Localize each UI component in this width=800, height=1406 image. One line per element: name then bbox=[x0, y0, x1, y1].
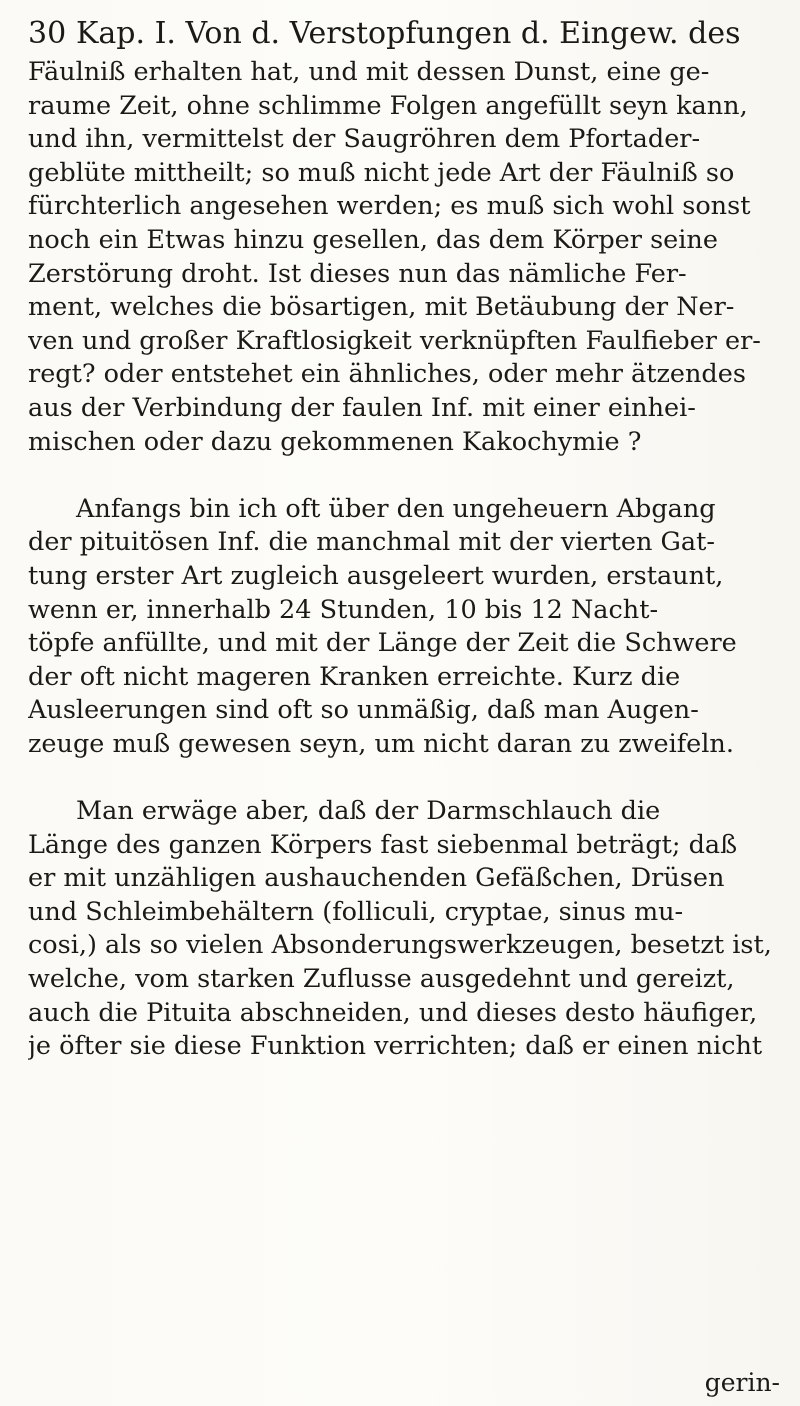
text-line: er mit unzähligen aushauchenden Gefäßchen, Drüsen bbox=[28, 863, 725, 894]
text-line: der pituitösen Inf. die manchmal mit der vierten Gat- bbox=[28, 527, 715, 558]
page-header bbox=[28, 12, 788, 56]
text-line: Anfangs bin ich oft über den ungeheuern Abgang bbox=[76, 493, 716, 524]
text-line: mischen oder dazu gekommenen Kakochymie ? bbox=[28, 426, 642, 457]
text-line: welche, vom starken Zuflusse ausgedehnt und gereizt, bbox=[28, 964, 735, 995]
text-line: tung erster Art zugleich ausgeleert wurden, erstaunt, bbox=[28, 560, 724, 591]
running-title: Kap. I. Von d. Verstopfungen d. Eingew. des bbox=[76, 16, 741, 51]
text-line: Länge des ganzen Körpers fast siebenmal beträgt; daß bbox=[28, 829, 738, 860]
text-line: Zerstörung droht. Ist dieses nun das nämliche Fer- bbox=[28, 258, 687, 289]
text-line: cosi,) als so vielen Absonderungswerkzeugen, besetzt ist, bbox=[28, 930, 772, 961]
text-line: regt? oder entstehet ein ähnliches, oder mehr ätzendes bbox=[28, 359, 746, 390]
text-line: raume Zeit, ohne schlimme Folgen angefüllt seyn kann, bbox=[28, 90, 748, 121]
text-line: töpfe anfüllte, und mit der Länge der Zeit die Schwere bbox=[28, 628, 737, 659]
paragraph-gap bbox=[28, 761, 788, 795]
text-line: der oft nicht mageren Kranken erreichte. Kurz die bbox=[28, 661, 681, 692]
text-line: und Schleimbehältern (folliculi, cryptae, sinus mu- bbox=[28, 896, 684, 927]
text-line: Ausleerungen sind oft so unmäßig, daß man Augen- bbox=[28, 695, 699, 726]
text-line: geblüte mittheilt; so muß nicht jede Art der Fäulniß so bbox=[28, 157, 735, 188]
text-line: Fäulniß erhalten hat, und mit dessen Dunst, eine ge- bbox=[28, 57, 710, 87]
text-line: ven und großer Kraftlosigkeit verknüpften Faulfieber er- bbox=[28, 325, 761, 356]
text-line: und ihn, vermittelst der Saugröhren dem Pfortader- bbox=[28, 124, 701, 155]
text-line: je öfter sie diese Funktion verrichten; daß er einen nicht bbox=[28, 1031, 763, 1062]
paragraph-3 bbox=[28, 795, 788, 1064]
paragraph-1 bbox=[28, 56, 788, 459]
text-line: wenn er, innerhalb 24 Stunden, 10 bis 12 Nacht- bbox=[28, 594, 659, 625]
text-line: noch ein Etwas hinzu gesellen, das dem Körper seine bbox=[28, 224, 718, 255]
page-body bbox=[28, 56, 788, 1064]
text-line: zeuge muß gewesen seyn, um nicht daran zu zweifeln. bbox=[28, 728, 734, 759]
page-number: 30 bbox=[28, 16, 67, 51]
paragraph-gap bbox=[28, 459, 788, 493]
text-line: auch die Pituita abschneiden, und dieses desto häufiger, bbox=[28, 997, 758, 1028]
text-line: Man erwäge aber, daß der Darmschlauch die bbox=[76, 796, 661, 827]
paragraph-2 bbox=[28, 493, 788, 762]
catchword: gerin- bbox=[704, 1368, 780, 1397]
text-line: fürchterlich angesehen werden; es muß sich wohl sonst bbox=[28, 191, 751, 222]
text-line: aus der Verbindung der faulen Inf. mit einer einhei- bbox=[28, 392, 696, 423]
text-line: ment, welches die bösartigen, mit Betäubung der Ner- bbox=[28, 292, 735, 323]
